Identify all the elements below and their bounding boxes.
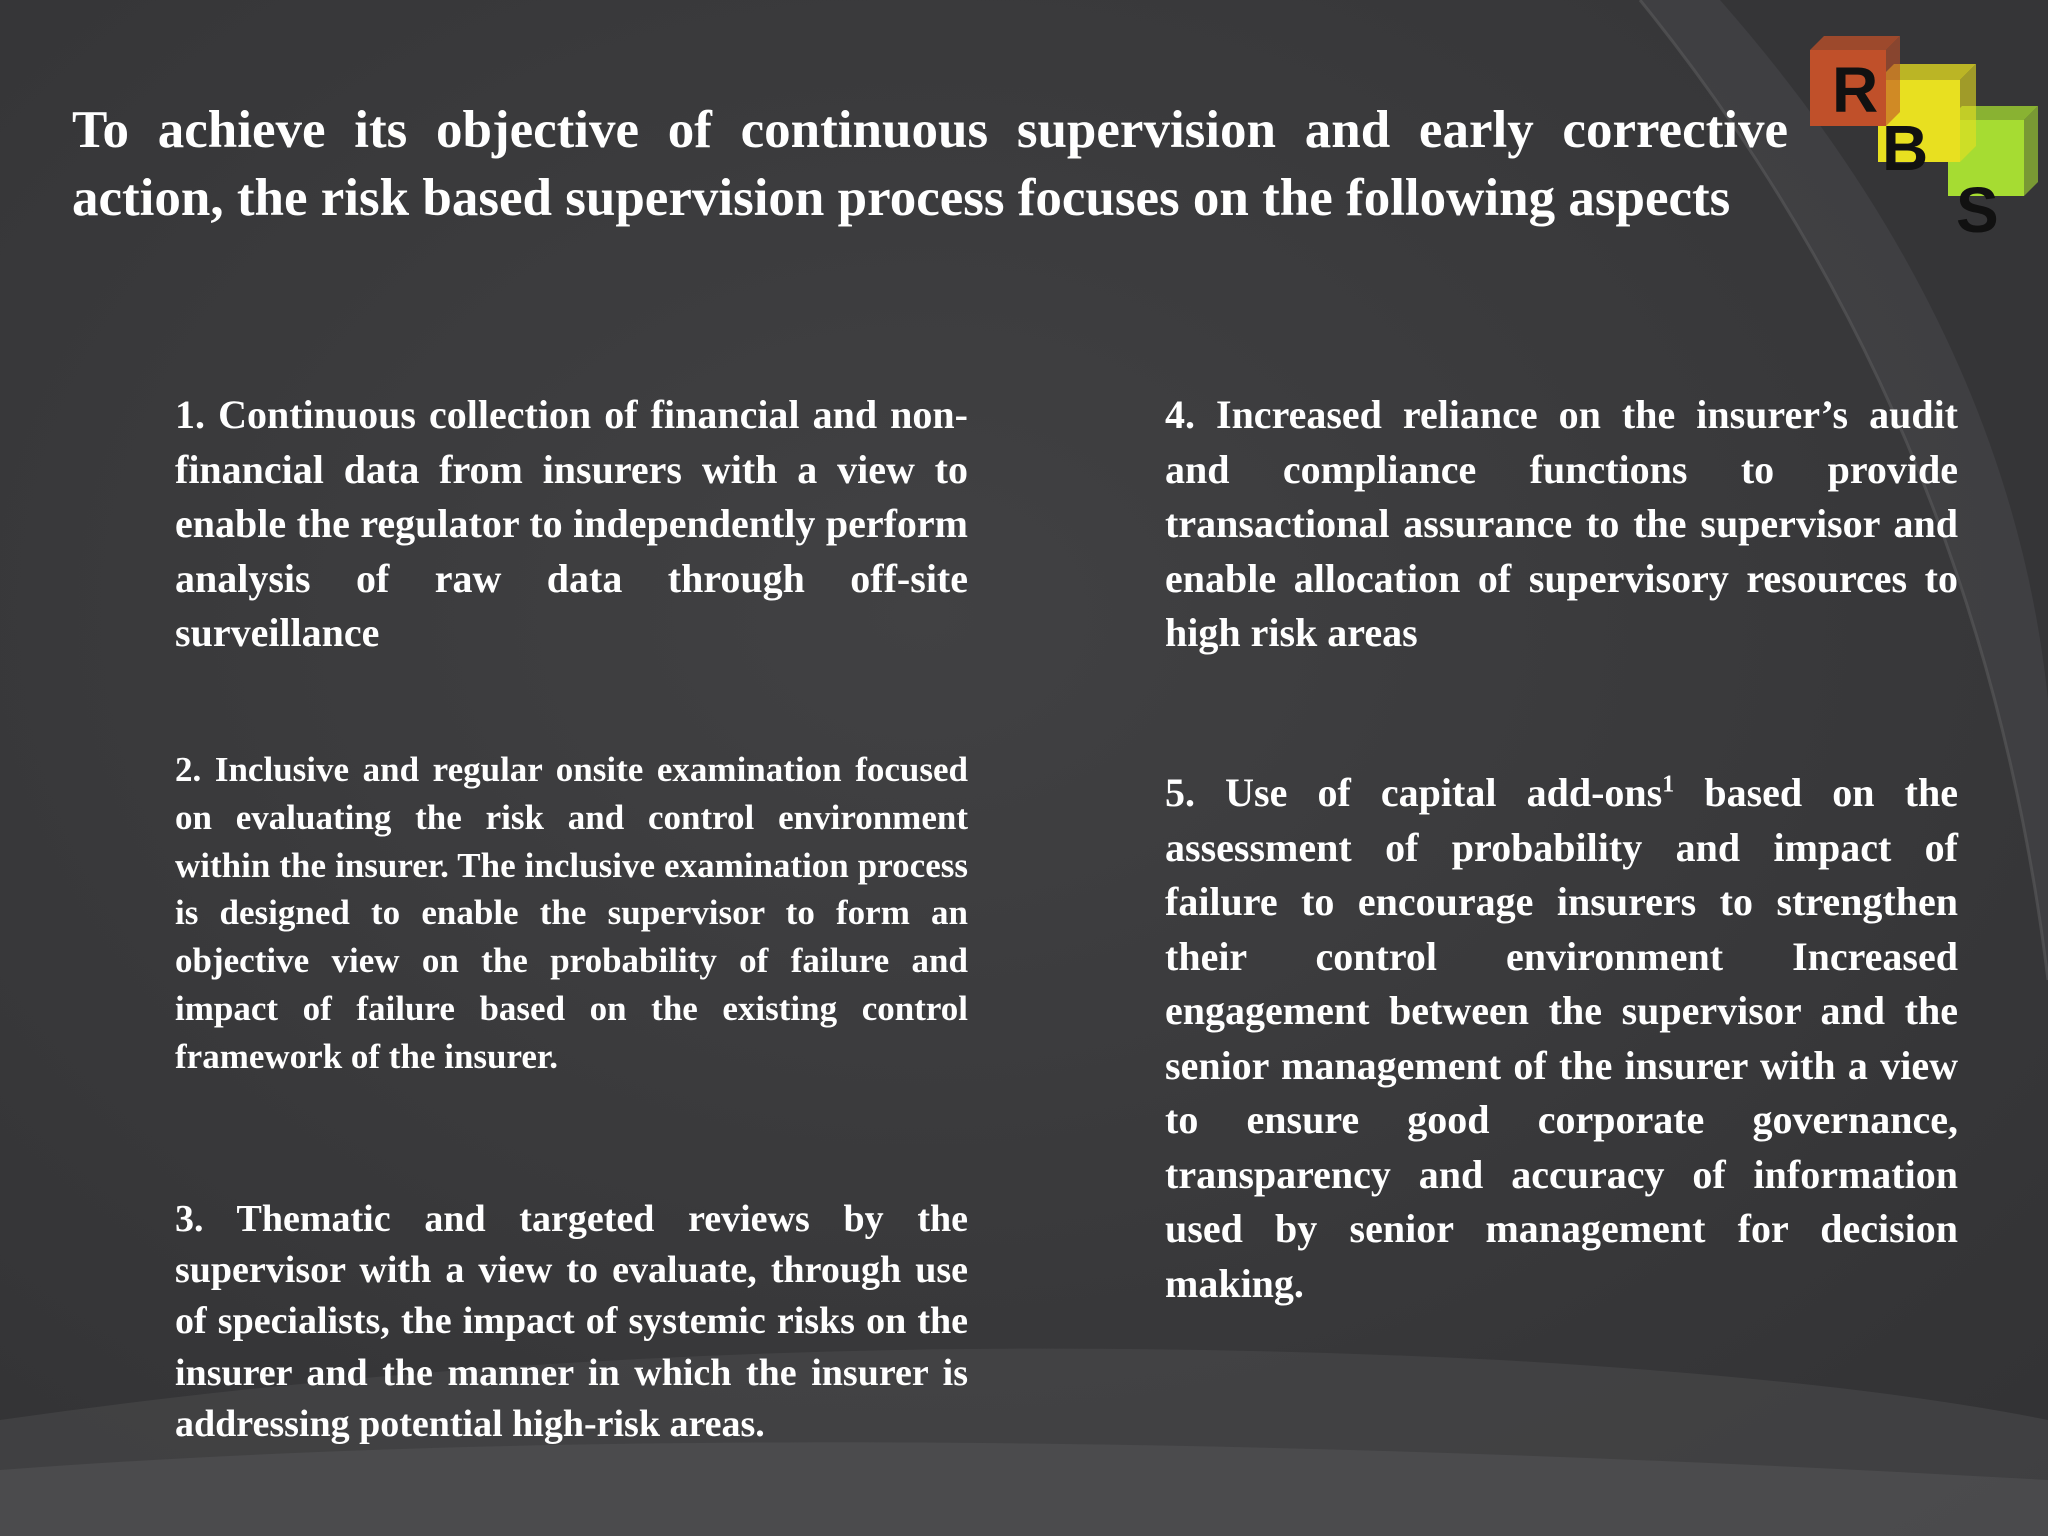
footnote-marker: 1	[1662, 771, 1675, 798]
logo-letter-b: B	[1882, 112, 1929, 184]
cube-r-top	[1810, 36, 1900, 50]
point-2: 2. Inclusive and regular onsite examination focused on evaluating the risk and control environment within the insurer. The inclusive examination process is designed to enable the supervisor to form an objective view on the probability of failure and impact of failure based on the existing control framework of the insurer.	[175, 750, 968, 1076]
point-5	[1165, 766, 1958, 1311]
slide-title: To achieve its objective of continuous supervision and early corrective action, the risk based supervision process focuses on the following aspects	[72, 101, 1788, 227]
point-5-text-end: based on the assessment of probability and impact of failure to encourage insurers to strengthen their control environment Increased engagement between the supervisor and the senior management of the insurer with a view to ensure good corporate governance, transparency and accuracy of information used by senior management for decision making.	[1165, 770, 1958, 1306]
point-3: 3. Thematic and targeted reviews by the supervisor with a view to evaluate, through use of specialists, the impact of systemic risks on the insurer and the manner in which the insurer is addressing potential high-risk areas.	[175, 1198, 968, 1445]
point-5-text-start: 5. Use of capital add-ons	[1165, 770, 1663, 815]
cube-b-side	[1960, 64, 1976, 162]
rbs-logo	[1800, 10, 2048, 250]
point-4: 4. Increased reliance on the insurer’s audit and compliance functions to provide transactional assurance to the supervisor and enable allocation of supervisory resources to high risk areas	[1165, 392, 1958, 655]
point-1: 1. Continuous collection of financial and non-financial data from insurers with a view to enable the regulator to independently perform analysis of raw data through off-site surveillance	[175, 392, 968, 655]
logo-letter-s: S	[1956, 174, 1999, 246]
logo-letter-r: R	[1832, 54, 1879, 126]
cube-s-side	[2024, 106, 2038, 196]
